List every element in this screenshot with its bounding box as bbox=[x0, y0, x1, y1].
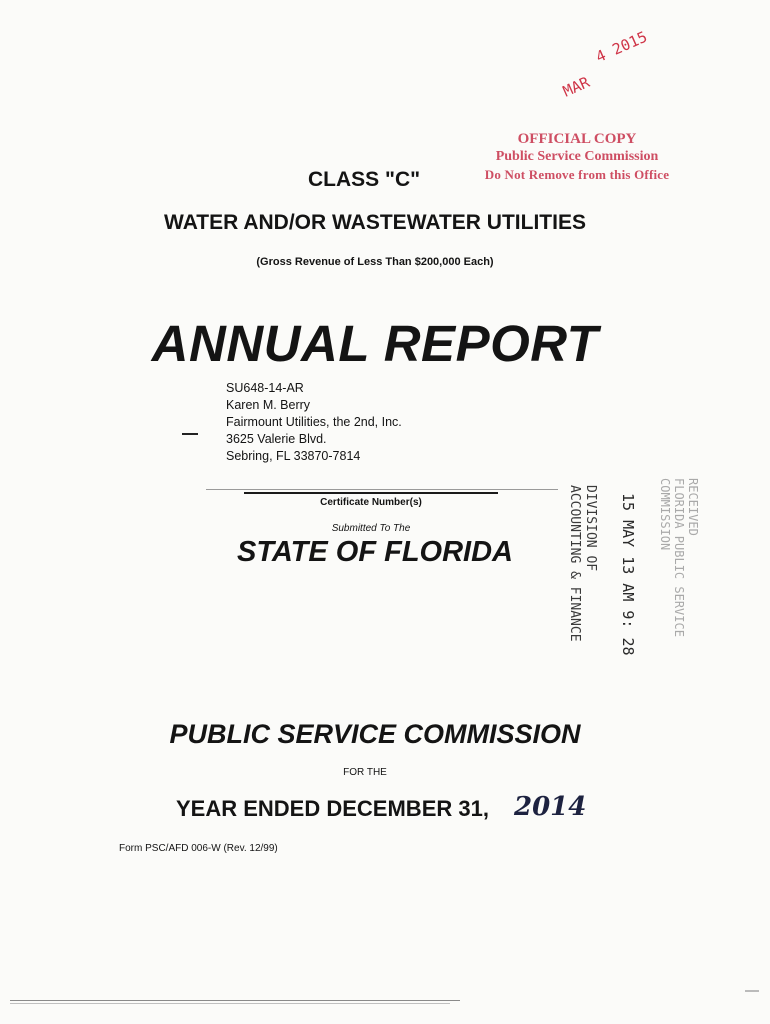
utility-address-block bbox=[226, 380, 402, 465]
stamp-day-year: 4 2015 bbox=[593, 27, 650, 67]
division-line2: ACCOUNTING & FINANCE bbox=[567, 485, 582, 642]
scan-corner-mark bbox=[745, 990, 759, 992]
form-identifier: Form PSC/AFD 006-W (Rev. 12/99) bbox=[119, 843, 278, 854]
received-line2: FLORIDA PUBLIC SERVICE bbox=[672, 478, 686, 637]
scan-bottom-line-faint bbox=[10, 1003, 450, 1004]
scan-faint-line bbox=[206, 489, 558, 490]
certificate-number-line bbox=[244, 492, 498, 494]
official-copy-line2: Public Service Commission bbox=[495, 149, 659, 164]
stamp-month: MAR bbox=[560, 73, 593, 101]
received-date-stamp bbox=[552, 25, 661, 106]
contact-name: Karen M. Berry bbox=[226, 398, 311, 412]
official-copy-stamp bbox=[462, 130, 692, 184]
official-copy-line3: Do Not Remove from this Office bbox=[484, 167, 670, 182]
scan-bottom-line bbox=[10, 1000, 460, 1001]
commission-heading: PUBLIC SERVICE COMMISSION bbox=[169, 719, 581, 749]
utilities-heading: WATER AND/OR WASTEWATER UTILITIES bbox=[164, 211, 586, 234]
street-address: 3625 Valerie Blvd. bbox=[226, 432, 327, 446]
annual-report-title: ANNUAL REPORT bbox=[151, 315, 599, 372]
for-the-label: FOR THE bbox=[343, 767, 387, 778]
state-heading: STATE OF FLORIDA bbox=[236, 536, 513, 568]
year-ended-heading: YEAR ENDED DECEMBER 31, bbox=[176, 796, 489, 821]
submitted-to-label: Submitted To The bbox=[331, 523, 411, 534]
docket-number: SU648-14-AR bbox=[226, 381, 304, 395]
received-line3: COMMISSION bbox=[658, 478, 672, 551]
received-time-stamp: 15 MAY 13 AM 9: 28 bbox=[619, 493, 637, 656]
certificate-number-label: Certificate Number(s) bbox=[320, 497, 422, 508]
received-stamp bbox=[658, 478, 700, 637]
margin-dash-mark bbox=[182, 433, 198, 435]
official-copy-line1: OFFICIAL COPY bbox=[517, 131, 637, 147]
received-line1: RECEIVED bbox=[686, 478, 700, 536]
class-heading: CLASS "C" bbox=[308, 168, 421, 191]
handwritten-year: 2014 bbox=[514, 792, 587, 822]
division-line1: DIVISION OF bbox=[583, 485, 598, 572]
city-state-zip: Sebring, FL 33870-7814 bbox=[226, 449, 361, 463]
company-name: Fairmount Utilities, the 2nd, Inc. bbox=[226, 415, 402, 429]
gross-revenue-note: (Gross Revenue of Less Than $200,000 Each) bbox=[256, 256, 494, 268]
division-stamp bbox=[566, 485, 598, 642]
